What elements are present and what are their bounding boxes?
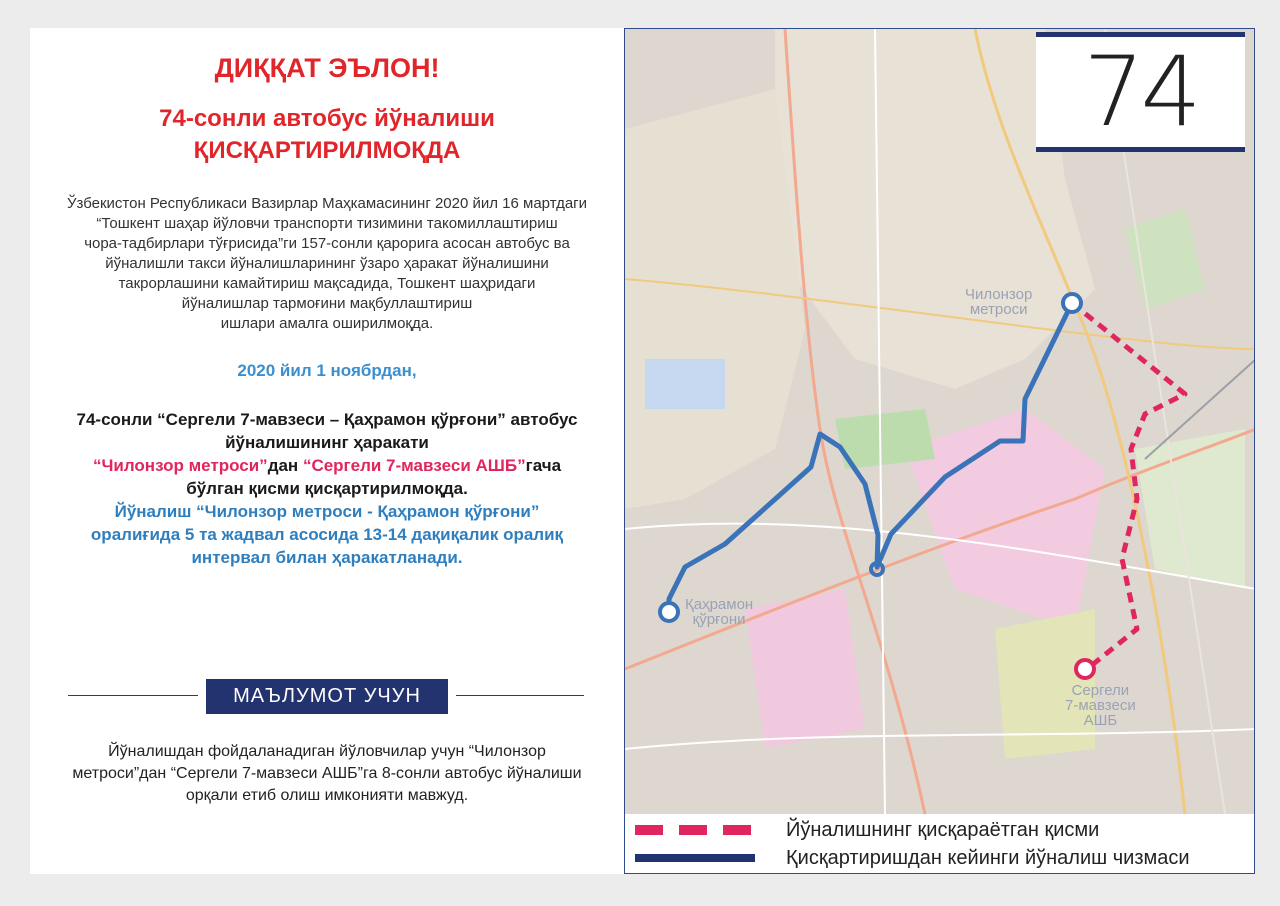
intro-paragraph: Ўзбекистон Республикаси Вазирлар Маҳкамасининг 2020 йил 16 мартдаги “Тошкент шаҳар йўловчи транспорти тизимини такомиллаштириш чора-тадбирлари тўғрисида”ги 157-сонли қарорига асосан автобус ва йўналишли такси йўналишларининг ўзаро ҳаракат йўналишини такрорлашини камайтириш мақсадида, Тошкент шаҳридаги йўналишлар тармоғини мақбуллаштириш ишлари амалга оширилмоқда. [66,195,588,332]
info-paragraph: Йўналишдан фойдаланадиган йўловчилар учун “Чилонзор метроси”дан “Сергели 7-мавзеси АШБ”га 8-сонли автобус йўналиши орқали етиб олиш имконияти мавжуд. [72,743,582,804]
route-number: 74 [1083,36,1198,148]
announcement-subtitle: 74-сонли автобус йўналиши ҚИСҚАРТИРИЛМОҚДА [159,105,495,164]
stop-sergeli-label: Сергели 7-мавзеси АШБ [1065,682,1136,729]
stop-chilonzor-label: Чилонзор метроси [965,286,1033,318]
map-graphic [625,29,1255,874]
stop-qahramon-marker [660,603,678,621]
announcement-panel [30,28,624,874]
legend-shortened-label: Йўналишнинг қисқараётган қисми [786,819,1100,841]
route-map [624,28,1255,874]
stop-sergeli-marker [1076,660,1094,678]
water-area [645,359,725,409]
stop-qahramon-label: Қаҳрамон қўрғони [685,596,754,628]
announcement-title: ДИҚҚАТ ЭЪЛОН! [214,53,440,83]
route-change-notice: 74-сонли “Сергели 7-мавзеси – Қаҳрамон қўрғони” автобус йўналишининг ҳаракати “Чилонзор метроси”дан “Сергели 7-мавзеси АШБ”гача бўлган қисми қисқартирилмоқда. Йўналиш “Чилонзор метроси - Қаҳрамон қўрғони” оралиғида 5 та жадвал асосида 13-14 дақиқалик оралиқ интервал билан ҳаракатланади. [76,410,578,567]
legend-new-route-label: Қисқартиришдан кейинги йўналиш чизмаси [786,847,1190,869]
divider-right [456,695,584,696]
divider-left [68,695,198,696]
effective-date: 2020 йил 1 ноябрдан, [237,361,417,380]
info-heading-badge: МАЪЛУМОТ УЧУН [206,679,448,714]
stop-chilonzor-marker [1063,294,1081,312]
route-number-badge [1036,32,1245,152]
